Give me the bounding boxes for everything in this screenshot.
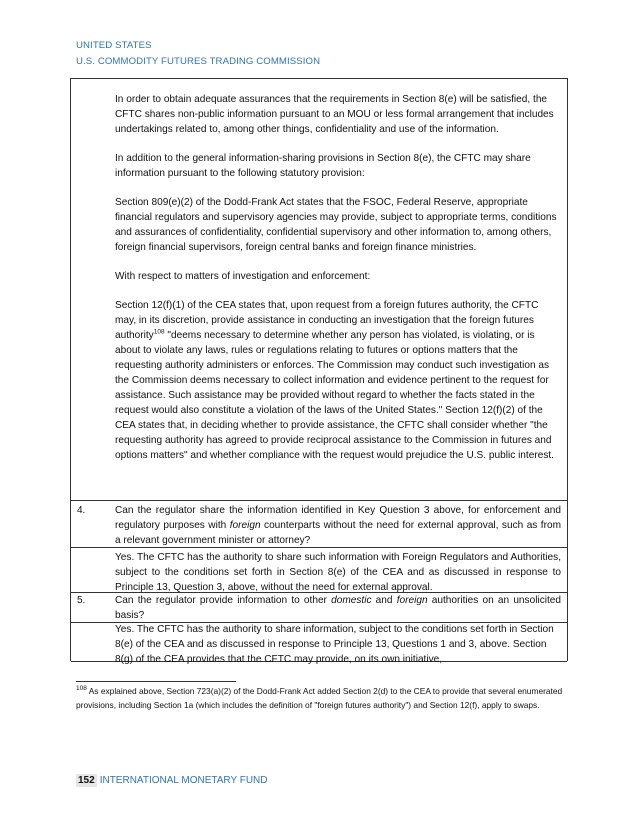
header-country: UNITED STATES — [76, 40, 152, 51]
header-agency: U.S. COMMODITY FUTURES TRADING COMMISSION — [76, 56, 321, 67]
footnote-separator — [76, 681, 236, 682]
footnote — [76, 684, 572, 712]
page-footer — [76, 774, 267, 787]
paragraph-part: "deems necessary to determine whether any person has violated, is violating, or is about to violate any laws, rules or regulations relating to futures or options matters that the requesting authority administers or enforces. The Commission may conduct such investigation as the Commission deems necessary to collect information and evidence pertinent to the request for assistance. Such assistance may be provided without regard to whether the facts stated in the request would also constitute a violation of the laws of the United States." Section 12(f)(2) of the CEA states that, in deciding whether to provide assistance, the CFTC shall consider whether "the requesting authority has agreed to provide reciprocal assistance to the Commission in futures and options matters" and whether compliance with the request would prejudice the U.S. public interest. — [115, 330, 554, 461]
answer-text-continued — [115, 92, 561, 463]
emphasis: foreign — [396, 595, 428, 606]
assessment-table — [70, 78, 568, 665]
question-part: counterparts without the need for external approval, such as from a relevant government minister or attorney? — [115, 520, 561, 546]
paragraph: In addition to the general information-sharing provisions in Section 8(e), the CFTC may share information pursuant to the following statutory provision: — [115, 153, 531, 179]
paragraph-part: Section 12(f)(1) of the CEA states that, upon request from a foreign futures authority, the CFTC may, in its discretion, provide assistance in conducting an investigation that the foreign futures authority — [115, 300, 539, 341]
emphasis: foreign — [229, 520, 261, 531]
answer-text: Yes. The CFTC has the authority to share such information with Foreign Regulators and Authorities, subject to the conditions set forth in Section 8(e) of the CEA and as discussed in response to Principle 13, Question 3, above, without the need for external approval. — [115, 552, 561, 593]
paragraph: With respect to matters of investigation and enforcement: — [115, 271, 371, 282]
question-text — [115, 593, 561, 623]
paragraph: Section 809(e)(2) of the Dodd-Frank Act states that the FSOC, Federal Reserve, appropriate financial regulators and supervisory agencies may provide, subject to appropriate terms, conditions and assurances of confidentiality, confidential supervisory and other information to, among others, foreign financial supervisors, foreign central banks and foreign finance ministries. — [115, 197, 557, 253]
answer-cell-continued — [71, 79, 567, 500]
question-part: authorities on an unsolicited basis? — [115, 595, 562, 621]
footnote-number: 108 — [76, 685, 87, 693]
answer-text: Yes. The CFTC has the authority to share information, subject to the conditions set forth in Section 8(e) of the CEA and as discussed in response to Principle 13, Questions 1 and 3, above. Section 8(g) of the CEA provides that the CFTC may provide, on its own initiative, — [115, 624, 554, 665]
question-number: 5. — [77, 595, 86, 606]
answer-row-5 — [71, 622, 567, 665]
footnote-reference: 108 — [153, 328, 165, 336]
page-number: 152 — [78, 775, 95, 786]
paragraph: In order to obtain adequate assurances that the requirements in Section 8(e) will be satisfied, the CFTC shares non-public information pursuant to an MOU or less formal arrangement that includes undertakings related to, among other things, confidentiality and use of the information. — [115, 94, 554, 135]
question-row-5 — [71, 592, 567, 622]
emphasis: domestic — [331, 595, 372, 606]
footnote-text: As explained above, Section 723(a)(2) of the Dodd-Frank Act added Section 2(d) to the CEA to provide that several enumerated provisions, including Section 1a (which includes the definition of "foreign futures authority") and Section 12(f), apply to swaps. — [76, 686, 563, 710]
footer-organization: INTERNATIONAL MONETARY FUND — [99, 775, 268, 786]
running-header — [76, 38, 320, 70]
answer-row-4 — [71, 547, 567, 592]
paragraph — [115, 298, 561, 463]
question-part: Can the regulator provide information to other — [115, 595, 332, 606]
question-part: and — [371, 595, 397, 606]
question-number: 4. — [77, 505, 86, 516]
question-text — [115, 503, 561, 548]
question-row-4 — [71, 500, 567, 547]
question-part: Can the regulator share the information identified in Key Question 3 above, for enforcement and regulatory purposes with — [115, 505, 561, 531]
